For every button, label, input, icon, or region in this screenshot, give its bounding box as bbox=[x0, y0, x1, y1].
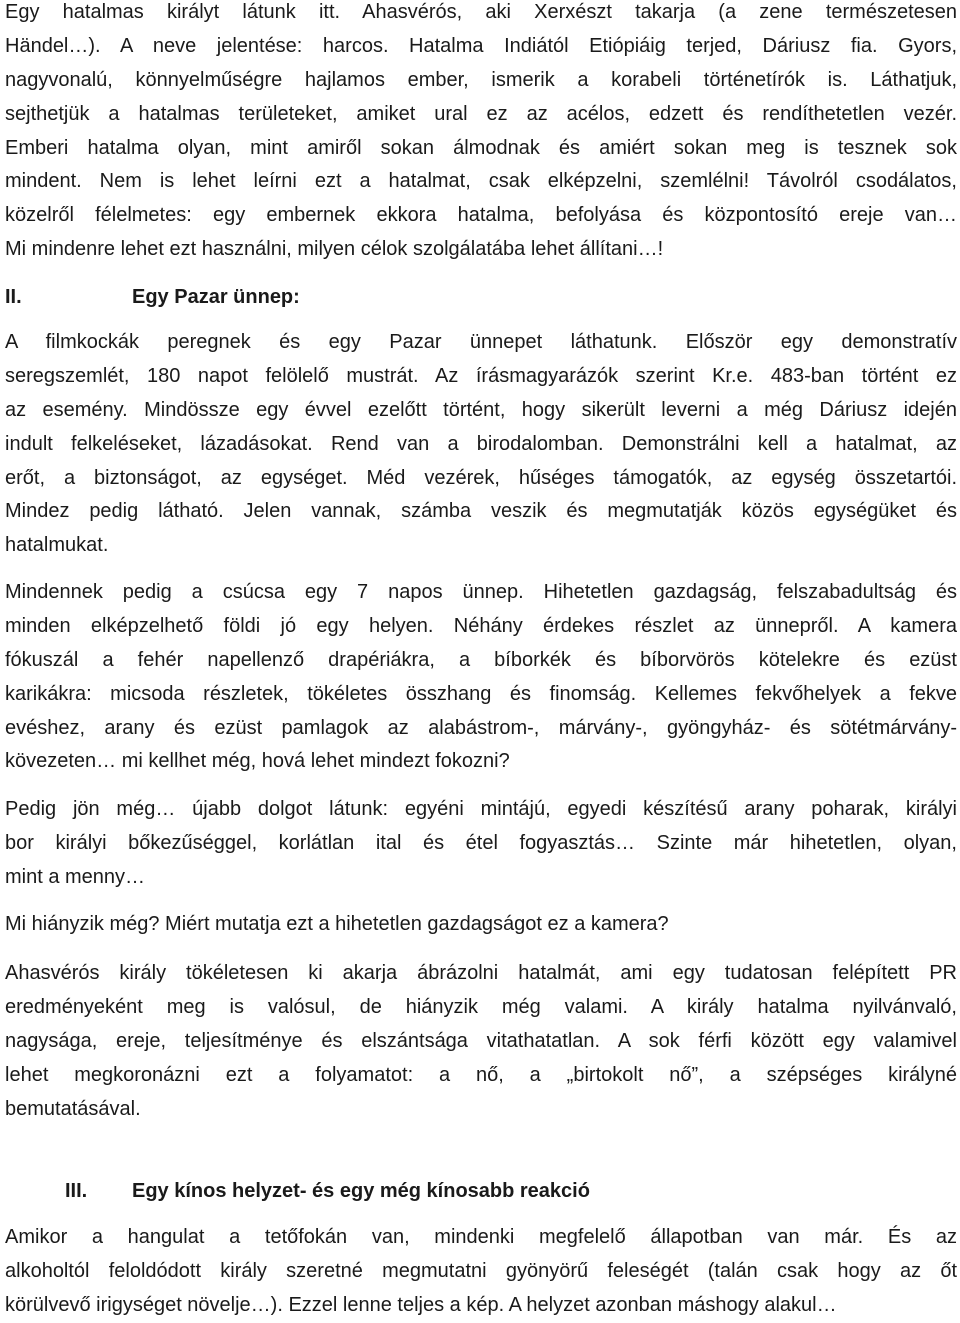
text-line: indult felkeléseket, lázadásokat. Rend van a birodalomban. Demonstrálni kell a hatalmat, az bbox=[5, 432, 957, 455]
text-line: sejthetjük a hatalmas területeket, amiket ural ez az acélos, edzett és rendíthetetlen vezér. bbox=[5, 102, 957, 125]
paragraph-intro bbox=[5, 0, 957, 267]
section-number: II. bbox=[5, 286, 22, 308]
text-line: mindent. Nem is lehet leírni ezt a hatalmat, csak elképzelni, szemlélni! Távolról csodálatos, bbox=[5, 170, 957, 193]
text-line: Pedig jön még… újabb dolgot látunk: egyéni mintájú, egyedi készítésű arany poharak, királyi bbox=[5, 798, 957, 820]
text-line: erőt, a biztonságot, az egységet. Méd vezérek, hűséges támogatók, az egység összetartói. bbox=[5, 466, 957, 489]
text-line: az esemény. Mindössze egy évvel ezelőtt történt, hogy sikerült leverni a még Dáriusz idején bbox=[5, 398, 957, 421]
text-line: alkoholtól feloldódott király szeretné megmutatni gyönyörű feleségét (talán csak hogy az őt bbox=[5, 1259, 957, 1282]
paragraph-celebration bbox=[5, 326, 957, 563]
section-title: Egy Pazar ünnep: bbox=[132, 286, 300, 308]
text-line: Mi mindenre lehet ezt használni, milyen célok szolgálatába lehet állítani…! bbox=[5, 238, 664, 261]
text-line: Mindennek pedig a csúcsa egy 7 napos ünnep. Hihetetlen gazdagság, felszabadultság és bbox=[5, 581, 957, 603]
text-line: nagysága, ereje, teljesítménye és elszántsága vitathatatlan. A sok férfi között egy valamivel bbox=[5, 1029, 957, 1052]
text-line: Amikor a hangulat a tetőfokán van, mindenki megfelelő állapotban van már. És az bbox=[5, 1226, 957, 1248]
text-line: közelről félelmetes: egy embernek ekkora hatalma, befolyása és központosító ereje van… bbox=[5, 204, 957, 227]
text-line: fókuszál a fehér napellenző drapériákra, a bíborkék és bíborvörös kötelekre és ezüst bbox=[5, 648, 957, 671]
text-line: Emberi hatalma olyan, mint amiről sokan álmodnak és amiért sokan meg is tesznek sok bbox=[5, 136, 957, 159]
paragraph-more bbox=[5, 793, 957, 895]
text-line: seregszemlét, 180 napot felölelő mustrát. Az írásmagyarázók szerint Kr.e. 483-ban történt ez bbox=[5, 364, 957, 387]
text-line: Händel…). A neve jelentése: harcos. Hatalma Indiától Etiópiáig terjed, Dáriusz fia. Gyors, bbox=[5, 34, 957, 57]
text-line: bor királyi bőkezűséggel, korlátlan ital és étel fogyasztás… Szinte már hihetetlen, olyan, bbox=[5, 831, 957, 854]
section-number: III. bbox=[65, 1180, 88, 1202]
text-line: karikákra: micsoda részletek, tökéletes összhang és finomság. Kellemes fekvőhelyek a fekve bbox=[5, 682, 957, 705]
text-line: Mi hiányzik még? Miért mutatja ezt a hihetetlen gazdagságot ez a kamera? bbox=[5, 913, 669, 935]
section-title: Egy kínos helyzet- és egy még kínosabb reakció bbox=[132, 1180, 590, 1202]
text-line: mint a menny… bbox=[5, 865, 146, 888]
paragraph-king bbox=[5, 957, 957, 1126]
text-line: bemutatásával. bbox=[5, 1097, 141, 1120]
paragraph-awkward bbox=[5, 1221, 957, 1323]
text-line: Mindez pedig látható. Jelen vannak, számba veszik és megmutatják közös egységüket és bbox=[5, 500, 957, 523]
text-line: evéshez, arany és ezüst pamlagok az alabástrom-, márvány-, gyöngyház- és sötétmárvány- bbox=[5, 716, 957, 739]
text-line: minden elképzelhető földi jó egy helyen. Néhány érdekes részlet az ünnepről. A kamera bbox=[5, 614, 957, 637]
text-line: hatalmukat. bbox=[5, 534, 109, 557]
text-line: Egy hatalmas királyt látunk itt. Ahasvérós, aki Xerxészt takarja (a zene természetesen bbox=[5, 1, 957, 23]
paragraph-feast bbox=[5, 576, 957, 779]
text-line: lehet megkoronázni ezt a folyamatot: a nő, a „birtokolt nő”, a szépséges királyné bbox=[5, 1063, 957, 1086]
text-line: A filmkockák peregnek és egy Pazar ünnepet láthatunk. Először egy demonstratív bbox=[5, 331, 957, 353]
text-line: kövezeten… mi kellhet még, hová lehet mindezt fokozni? bbox=[5, 750, 510, 773]
text-line: Ahasvérós király tökéletesen ki akarja ábrázolni hatalmát, ami egy tudatosan felépített PR bbox=[5, 962, 957, 984]
text-line: eredményeként meg is valósul, de hiányzik még valami. A király hatalma nyilvánvaló, bbox=[5, 995, 957, 1018]
text-line: nagyvonalú, könnyelműségre hajlamos ember, ismerik a korabeli történetírók is. Láthatjuk, bbox=[5, 68, 957, 91]
paragraph-question bbox=[5, 908, 957, 942]
text-line: körülvevő irigységet növelje…). Ezzel lenne teljes a kép. A helyzet azonban máshogy alakul… bbox=[5, 1293, 837, 1316]
